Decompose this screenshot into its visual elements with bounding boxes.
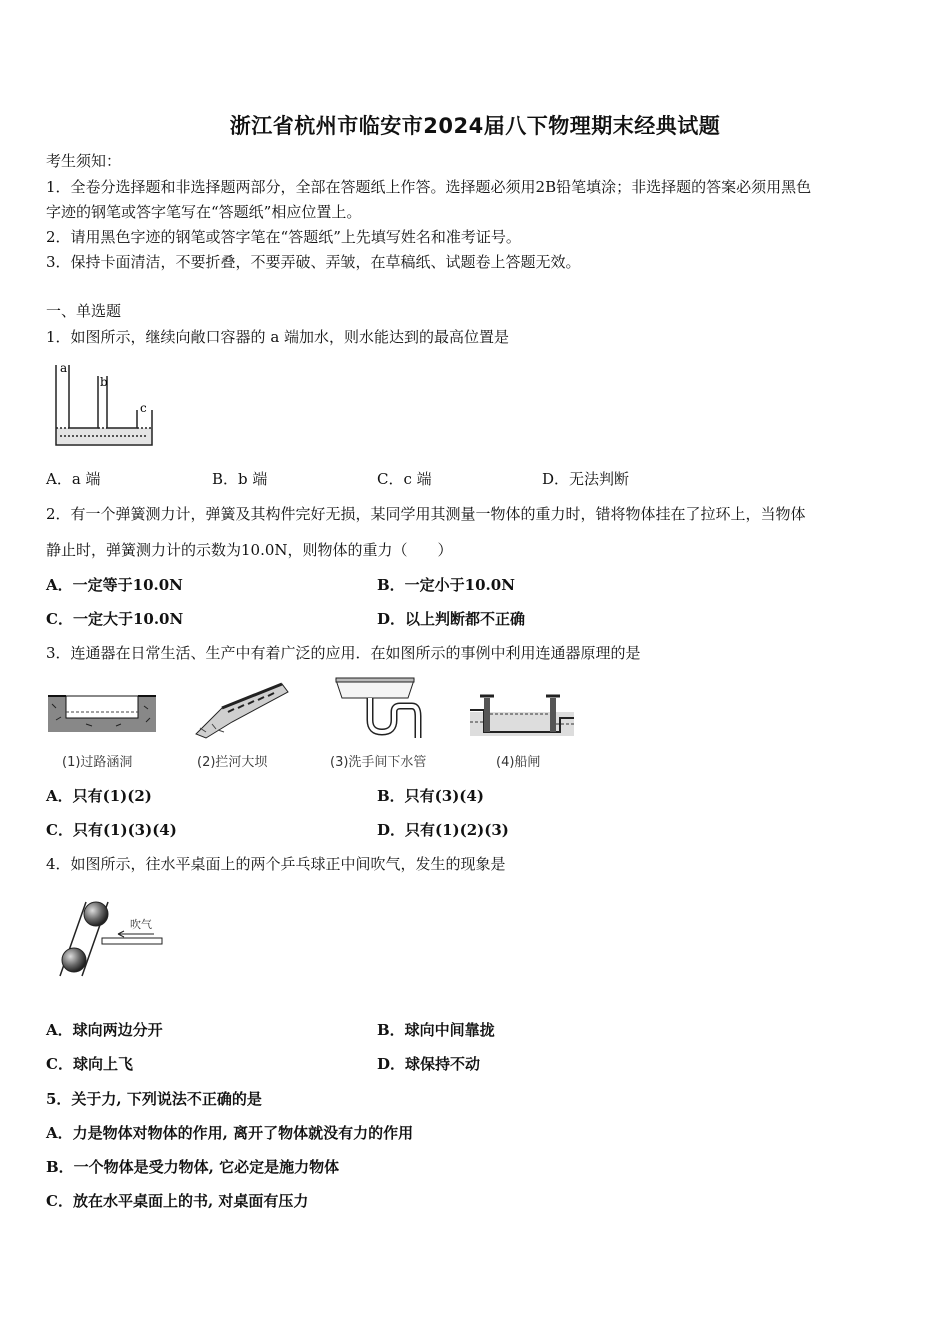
q5-option-b[interactable]: B．一个物体是受力物体, 它必定是施力物体 — [46, 1158, 340, 1176]
q3-option-b[interactable]: B．只有(3)(4) — [377, 787, 484, 805]
sink-drain-figure — [334, 676, 424, 740]
question-1-stem: 1．如图所示，继续向敞口容器的 a 端加水，则水能达到的最高位置是 — [46, 328, 510, 346]
notice-item: 1．全卷分选择题和非选择题两部分，全部在答题纸上作答。选择题必须用2B铅笔填涂；非选择题的答案必须用黑色 — [46, 178, 812, 196]
q4-option-b[interactable]: B．球向中间靠拢 — [377, 1021, 495, 1039]
question-4-stem: 4．如图所示，往水平桌面上的两个乒乓球正中间吹气，发生的现象是 — [46, 855, 506, 873]
ship-lock-figure — [470, 692, 574, 738]
notice-item: 字迹的钢笔或答字笔写在“答题纸”相应位置上。 — [46, 203, 362, 221]
q1-option-c[interactable]: C．c 端 — [377, 470, 432, 488]
label-b: b — [100, 375, 108, 389]
culvert-figure — [46, 690, 158, 736]
q2-option-d[interactable]: D．以上判断都不正确 — [377, 610, 526, 628]
caption-dam: (2)拦河大坝 — [197, 755, 268, 770]
q4-option-c[interactable]: C．球向上飞 — [46, 1055, 133, 1073]
label-a: a — [60, 361, 68, 375]
q4-option-a[interactable]: A．球向两边分开 — [46, 1021, 163, 1039]
question-5-stem: 5．关于力, 下列说法不正确的是 — [46, 1090, 262, 1108]
q3-option-c[interactable]: C．只有(1)(3)(4) — [46, 821, 177, 839]
q4-option-d[interactable]: D．球保持不动 — [377, 1055, 481, 1073]
q1-option-d[interactable]: D．无法判断 — [542, 470, 630, 488]
q2-option-a[interactable]: A．一定等于10.0N — [46, 576, 183, 594]
dam-figure — [192, 678, 292, 740]
q5-option-c[interactable]: C．放在水平桌面上的书, 对桌面有压力 — [46, 1192, 309, 1210]
blow-label: 吹气 — [130, 918, 152, 931]
label-c: c — [140, 401, 147, 415]
q1-option-a[interactable]: A．a 端 — [46, 470, 101, 488]
q2-option-b[interactable]: B．一定小于10.0N — [377, 576, 515, 594]
connected-vessel-figure — [48, 360, 160, 452]
section-heading: 一、单选题 — [46, 302, 122, 320]
q3-option-d[interactable]: D．只有(1)(2)(3) — [377, 821, 509, 839]
q1-option-b[interactable]: B．b 端 — [212, 470, 268, 488]
q5-option-a[interactable]: A．力是物体对物体的作用, 离开了物体就没有力的作用 — [46, 1124, 414, 1142]
caption-sink: (3)洗手间下水管 — [330, 755, 427, 770]
page-title: 浙江省杭州市临安市2024届八下物理期末经典试题 — [229, 114, 721, 138]
q3-option-a[interactable]: A．只有(1)(2) — [46, 787, 152, 805]
q2-option-c[interactable]: C．一定大于10.0N — [46, 610, 184, 628]
question-3-stem: 3．连通器在日常生活、生产中有着广泛的应用．在如图所示的事例中利用连通器原理的是 — [46, 644, 641, 662]
caption-culvert: (1)过路涵洞 — [62, 755, 133, 770]
notice-item: 3．保持卡面清洁，不要折叠，不要弄破、弄皱，在草稿纸、试题卷上答题无效。 — [46, 253, 581, 271]
notice-heading: 考生须知： — [46, 152, 122, 170]
notice-item: 2．请用黑色字迹的钢笔或答字笔在“答题纸”上先填写姓名和准考证号。 — [46, 228, 521, 246]
question-2-stem: 2．有一个弹簧测力计，弹簧及其构件完好无损，某同学用其测量一物体的重力时，错将物体挂在了拉环上，当物体 — [46, 505, 806, 523]
ping-pong-figure — [56, 896, 166, 980]
caption-lock: (4)船闸 — [496, 755, 541, 770]
question-2-stem-cont: 静止时，弹簧测力计的示数为10.0N，则物体的重力（ ） — [46, 541, 453, 559]
